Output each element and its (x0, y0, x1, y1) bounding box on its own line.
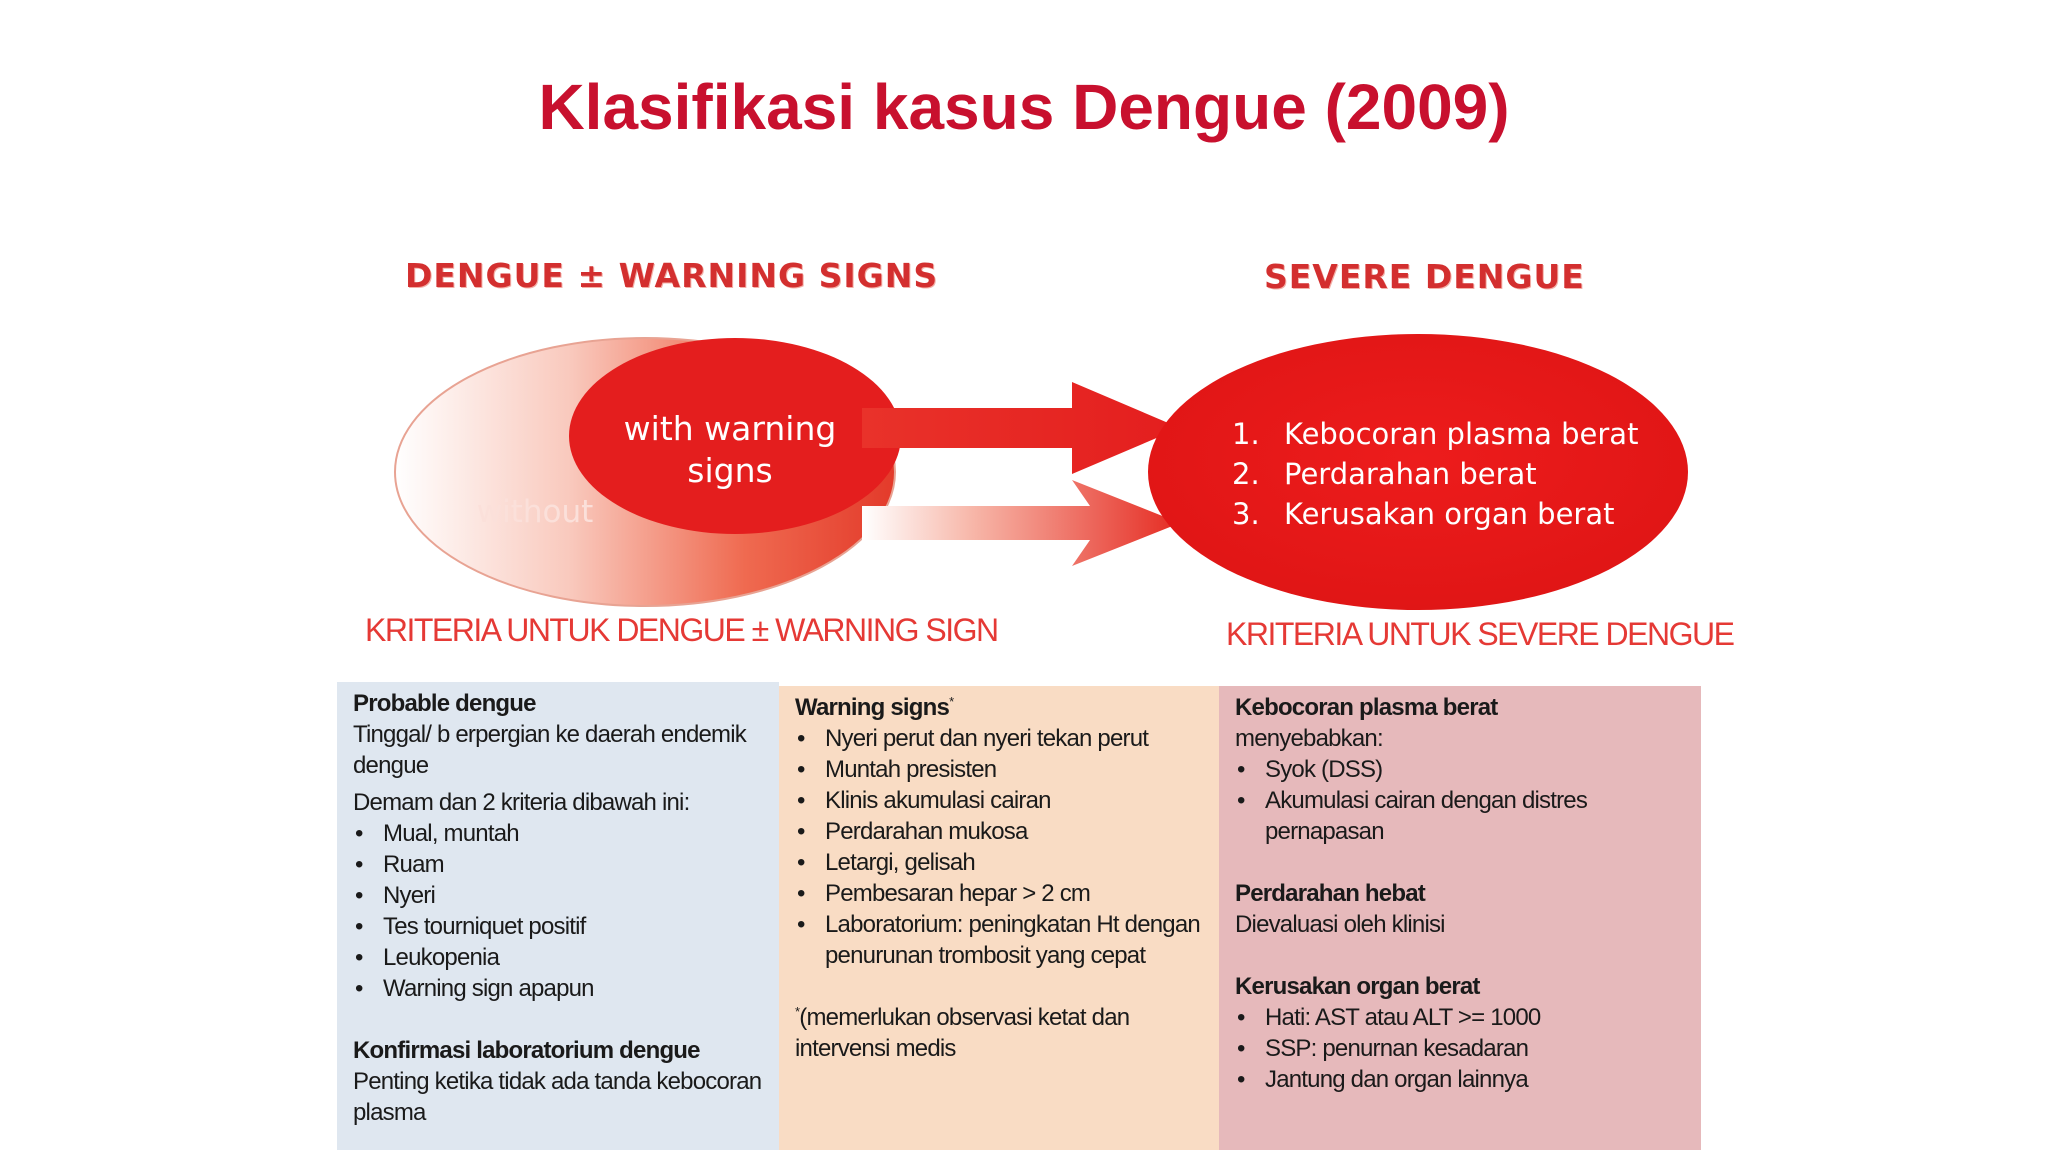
warning-signs-list (795, 723, 1203, 971)
list-item: • Tes tourniquet positif (353, 911, 763, 942)
list-item: • Mual, muntah (353, 818, 763, 849)
list-item: • Pembesaran hepar > 2 cm (795, 878, 1203, 909)
probable-text: Tinggal/ b erpergian ke daerah endemik dengue (353, 721, 746, 779)
asterisk: * (949, 694, 954, 709)
list-item: • Perdarahan mukosa (795, 816, 1203, 847)
list-item: • Akumulasi cairan dengan distres pernapasan (1235, 785, 1685, 847)
list-item: • Leukopenia (353, 942, 763, 973)
demam-text: Demam dan 2 kriteria dibawah ini: (353, 789, 690, 816)
organ-heading: Kerusakan organ berat (1235, 973, 1480, 1000)
organ-list (1235, 1002, 1685, 1095)
list-item: • Laboratorium: peningkatan Ht dengan penurunan trombosit yang cepat (795, 909, 1203, 971)
column-probable-dengue (337, 682, 779, 1150)
plasma-list (1235, 754, 1685, 847)
arrow-bottom (862, 480, 1180, 566)
severe-item: 2. Perdarahan berat (1232, 457, 1537, 491)
list-item: • Warning sign apapun (353, 973, 763, 1004)
footnote-asterisk: * (795, 1004, 800, 1019)
label-with-warning-signs: with warning signs (623, 409, 837, 490)
list-item: • Muntah presisten (795, 754, 1203, 785)
list-item: • Nyeri (353, 880, 763, 911)
column-warning-signs (779, 686, 1219, 1150)
list-item: • Jantung dan organ lainnya (1235, 1064, 1685, 1095)
probable-heading: Probable dengue (353, 690, 536, 717)
plasma-heading: Kebocoran plasma berat (1235, 694, 1498, 721)
heading-severe-dengue: SEVERE DENGUE (1264, 257, 1585, 296)
footnote-text: (memerlukan observasi ketat dan intervensi medis (795, 1004, 1130, 1062)
heading-dengue-warning-signs: DENGUE ± WARNING SIGNS (405, 256, 939, 295)
list-item: • Nyeri perut dan nyeri tekan perut (795, 723, 1203, 754)
page-title: Klasifikasi kasus Dengue (2009) (538, 71, 1510, 143)
probable-criteria-list (353, 818, 763, 1004)
arrow-top (862, 382, 1180, 474)
criteria-severe-title: KRITERIA UNTUK SEVERE DENGUE (1226, 616, 1734, 652)
severe-dengue-list (1232, 414, 1638, 534)
bleeding-heading: Perdarahan hebat (1235, 880, 1425, 907)
list-item: • Syok (DSS) (1235, 754, 1685, 785)
list-item: • Letargi, gelisah (795, 847, 1203, 878)
warning-heading: Warning signs (795, 694, 950, 721)
konfirmasi-text: Penting ketika tidak ada tanda kebocoran plasma (353, 1068, 762, 1126)
list-item: • Ruam (353, 849, 763, 880)
severe-item: 3. Kerusakan organ berat (1232, 497, 1615, 531)
label-without: without (476, 494, 594, 530)
list-item: • Hati: AST atau ALT >= 1000 (1235, 1002, 1685, 1033)
column-severe-criteria (1219, 686, 1701, 1150)
list-item: • Klinis akumulasi cairan (795, 785, 1203, 816)
bleeding-text: Dievaluasi oleh klinisi (1235, 911, 1445, 938)
severe-item: 1. Kebocoran plasma berat (1232, 417, 1639, 451)
konfirmasi-heading: Konfirmasi laboratorium dengue (353, 1037, 700, 1064)
list-item: • SSP: penurnan kesadaran (1235, 1033, 1685, 1064)
plasma-sub: menyebabkan: (1235, 725, 1383, 752)
warning-heading-line (795, 692, 1203, 723)
criteria-dengue-warning-title: KRITERIA UNTUK DENGUE ± WARNING SIGN (365, 612, 998, 648)
footnote (795, 1002, 1203, 1064)
